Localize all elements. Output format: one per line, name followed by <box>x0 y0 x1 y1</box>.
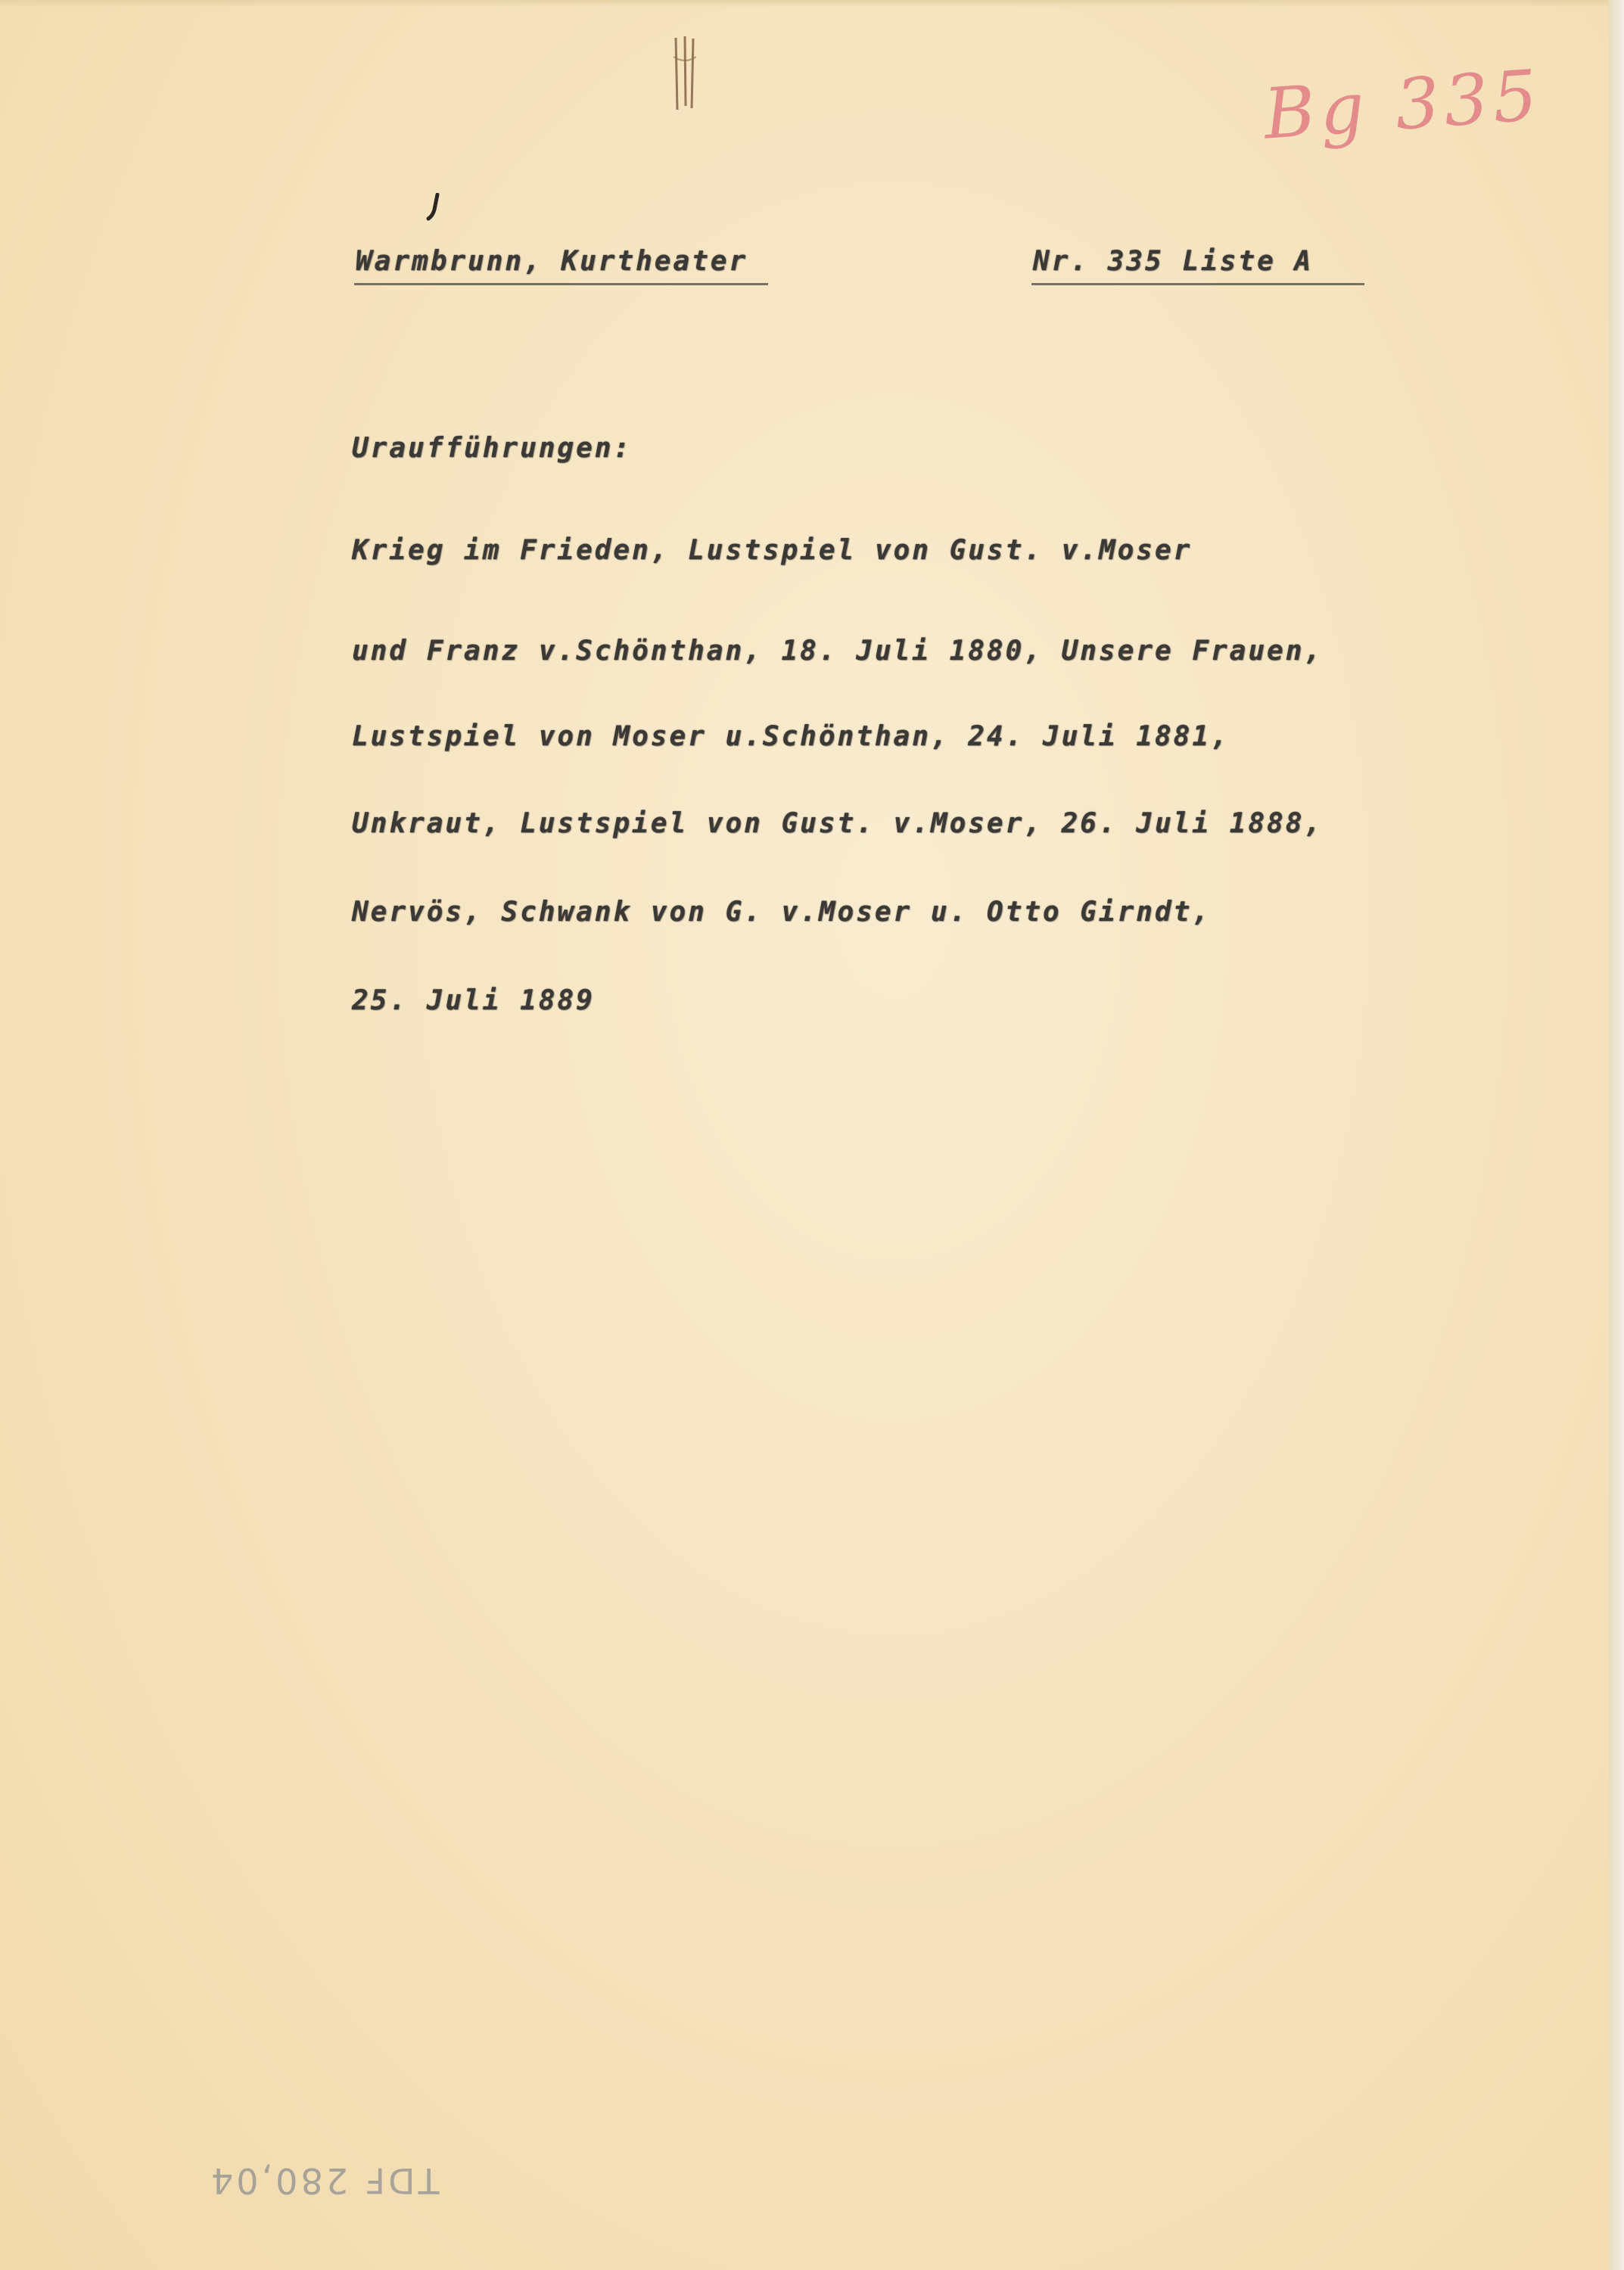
paper-top-edge <box>0 0 1624 8</box>
text-line: und Franz v.Schönthan, 18. Juli 1880, Unsere Frauen, <box>352 636 1324 667</box>
staple-hole-mark <box>670 34 700 114</box>
pencil-archive-note: TDF 280,04 <box>208 2160 440 2201</box>
scan-background-strip <box>1609 0 1624 2270</box>
text-line: Nervös, Schwank von G. v.Moser u. Otto Girndt, <box>352 897 1211 928</box>
header-number-underline <box>1031 283 1364 285</box>
text-line: 25. Juli 1889 <box>352 985 595 1016</box>
section-heading: Uraufführungen: <box>352 433 633 464</box>
text-line: Unkraut, Lustspiel von Gust. v.Moser, 26. Juli 1888, <box>352 808 1324 839</box>
ink-tick-mark <box>424 193 446 223</box>
red-pencil-annotation: Bg 335 <box>1261 54 1545 155</box>
header-location-underline <box>354 283 768 285</box>
text-line: Krieg im Frieden, Lustspiel von Gust. v.Moser <box>352 535 1193 566</box>
header-number: Nr. 335 Liste A <box>1033 246 1314 277</box>
text-line: Lustspiel von Moser u.Schönthan, 24. Juli 1881, <box>352 721 1230 752</box>
header-location: Warmbrunn, Kurtheater <box>356 246 748 277</box>
